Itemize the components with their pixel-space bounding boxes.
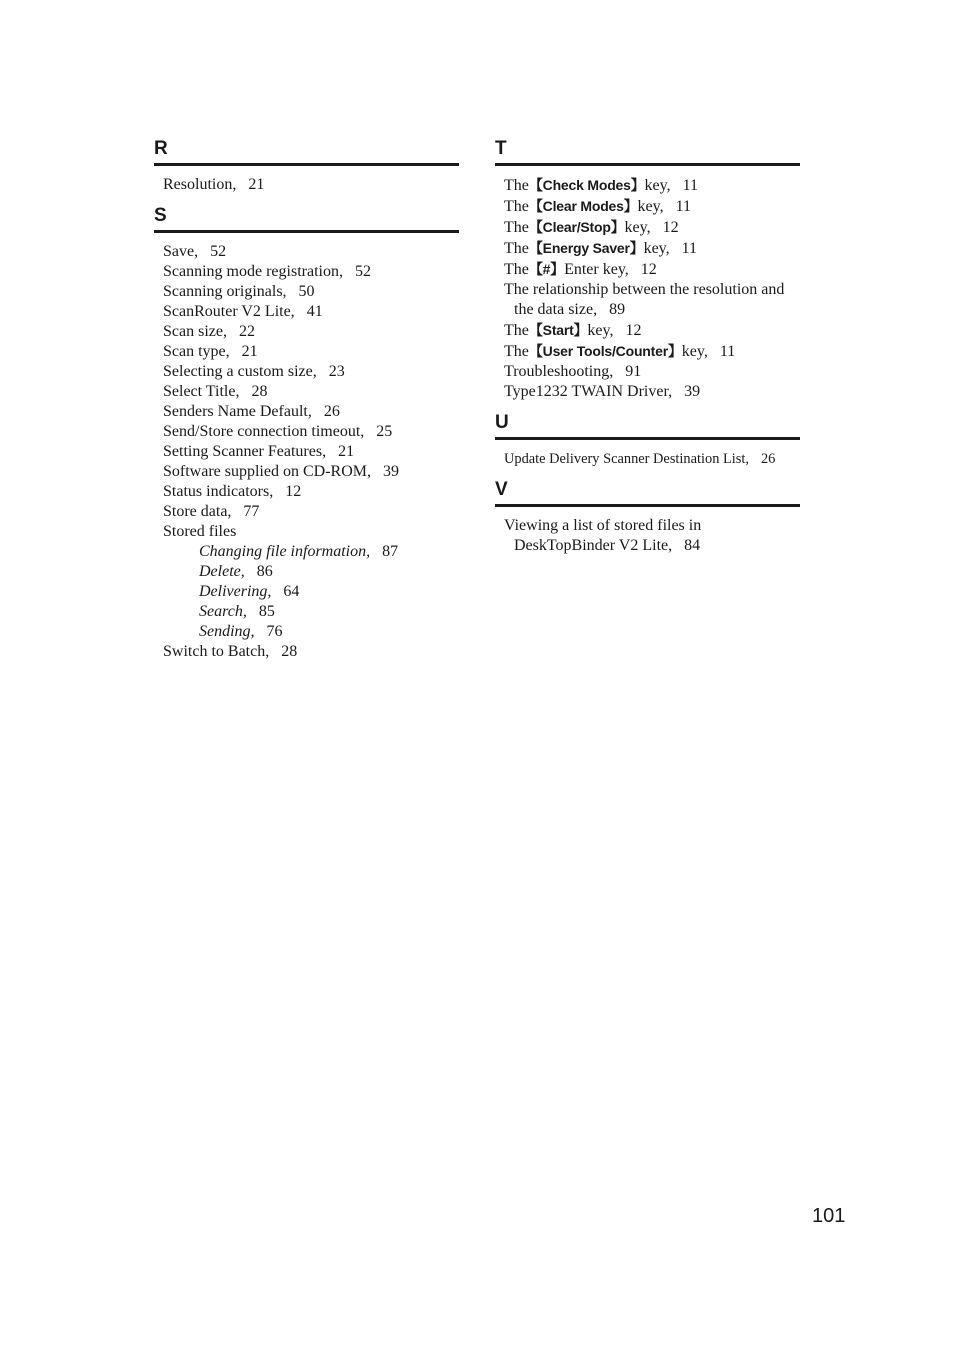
- index-entry: [504, 516, 800, 556]
- index-column-right: [495, 137, 800, 565]
- entry-suffix: key,: [644, 177, 671, 194]
- section-heading: R: [154, 138, 168, 159]
- entry-term: Delete: [199, 563, 241, 580]
- section-heading: U: [495, 412, 509, 433]
- entry-prefix: The: [504, 219, 529, 236]
- index-subentry: Changing file information, 87: [199, 543, 399, 560]
- key-name: 【Check Modes】: [528, 177, 645, 193]
- index-entry: [163, 342, 459, 362]
- entry-term: Sending: [199, 623, 251, 640]
- entry-term: Switch to Batch,: [163, 643, 270, 660]
- page-ref: 11: [719, 343, 736, 360]
- entry-suffix: key,: [681, 343, 708, 360]
- page-ref: 28: [251, 383, 268, 400]
- index-entry: [163, 422, 459, 442]
- entry-term: Scan type,: [163, 343, 230, 360]
- section-heading: V: [495, 479, 508, 500]
- index-entry: [163, 175, 459, 195]
- page-ref: 21: [248, 176, 265, 193]
- page-ref: 12: [285, 483, 302, 500]
- page-ref: 21: [241, 343, 258, 360]
- index-section-r: [154, 137, 459, 195]
- index-entry: [504, 382, 800, 402]
- entry-prefix: The: [504, 240, 529, 257]
- entry-term: Scanning originals,: [163, 283, 287, 300]
- index-entry: [163, 262, 459, 282]
- page-ref: 64: [283, 583, 300, 600]
- entry-prefix: The: [504, 198, 529, 215]
- page-ref: 85: [258, 603, 275, 620]
- entry-term: The relationship between the resolution and the data size,: [504, 281, 785, 318]
- page-ref: 21: [338, 443, 355, 460]
- entry-list: [495, 166, 800, 402]
- page-ref: 50: [298, 283, 315, 300]
- entry-suffix: key,: [637, 198, 664, 215]
- entry-prefix: The: [504, 261, 529, 278]
- page-ref: 26: [760, 451, 776, 467]
- index-section-s: [154, 204, 459, 662]
- entry-term: ScanRouter V2 Lite,: [163, 303, 295, 320]
- entry-term: Setting Scanner Features,: [163, 443, 327, 460]
- key-name: 【Start】: [528, 322, 588, 338]
- page-ref: 12: [662, 219, 679, 236]
- entry-term: Scanning mode registration,: [163, 263, 343, 280]
- page-ref: 12: [640, 261, 657, 278]
- entry-term: Resolution,: [163, 176, 237, 193]
- index-subentry: Search, 85: [199, 603, 275, 620]
- index-section-u: [495, 411, 800, 469]
- page-ref: 52: [354, 263, 371, 280]
- entry-prefix: The: [504, 177, 529, 194]
- page-ref: 77: [243, 503, 260, 520]
- page-number: 101: [812, 1205, 846, 1227]
- page-ref: 41: [306, 303, 323, 320]
- page-ref: 11: [681, 240, 698, 257]
- page-ref: 52: [210, 243, 227, 260]
- entry-term: Software supplied on CD-ROM,: [163, 463, 371, 480]
- entry-term: Changing file information: [199, 543, 367, 560]
- entry-term: Status indicators,: [163, 483, 274, 500]
- index-section-v: [495, 478, 800, 556]
- entry-term: Stored files: [163, 523, 237, 540]
- entry-prefix: The: [504, 322, 529, 339]
- entry-prefix: The: [504, 343, 529, 360]
- index-entry: [504, 280, 800, 320]
- page-ref: 86: [256, 563, 273, 580]
- section-heading: T: [495, 138, 507, 159]
- page-ref: 84: [684, 537, 701, 554]
- entry-term: Search: [199, 603, 243, 620]
- key-name: 【Clear Modes】: [528, 198, 638, 214]
- entry-suffix: key,: [624, 219, 651, 236]
- page-ref: 25: [376, 423, 393, 440]
- entry-list: [154, 166, 459, 195]
- entry-term: Save,: [163, 243, 199, 260]
- index-entry: [163, 462, 459, 482]
- page-ref: 91: [625, 363, 642, 380]
- page-ref: 89: [609, 301, 626, 318]
- index-subentry: Sending, 76: [199, 623, 283, 640]
- index-entry: [163, 482, 459, 502]
- index-entry: [163, 302, 459, 322]
- index-column-left: [154, 137, 459, 671]
- index-entry: [504, 259, 800, 280]
- page-ref: 23: [328, 363, 345, 380]
- page-ref: 87: [382, 543, 399, 560]
- index-subentry: Delete, 86: [199, 563, 273, 580]
- entry-term: Scan size,: [163, 323, 227, 340]
- page-ref: 11: [675, 198, 691, 215]
- page-ref: 76: [266, 623, 283, 640]
- index-entry: [504, 362, 800, 382]
- entry-term: Viewing a list of stored files in DeskTopBinder V2 Lite,: [504, 517, 702, 554]
- index-entry: [163, 502, 459, 522]
- index-entry: [504, 238, 800, 259]
- entry-term: Select Title,: [163, 383, 240, 400]
- page-ref: 22: [238, 323, 255, 340]
- page-ref: 39: [382, 463, 399, 480]
- page-ref: 28: [281, 643, 298, 660]
- entry-suffix: key,: [587, 322, 614, 339]
- entry-term: Store data,: [163, 503, 232, 520]
- index-entry: [163, 242, 459, 262]
- index-entry: [504, 217, 800, 238]
- entry-term: Delivering: [199, 583, 268, 600]
- page-ref: 39: [684, 383, 701, 400]
- index-entry: [504, 320, 800, 341]
- page-ref: 26: [323, 403, 340, 420]
- entry-term: Senders Name Default,: [163, 403, 312, 420]
- key-name: 【Clear/Stop】: [528, 219, 625, 235]
- key-name: 【Energy Saver】: [528, 240, 644, 256]
- index-section-t: [495, 137, 800, 402]
- page-ref: 11: [682, 177, 698, 194]
- section-heading: S: [154, 205, 167, 226]
- page-ref: 12: [625, 322, 642, 339]
- index-entry: [163, 282, 459, 302]
- entry-term: Update Delivery Scanner Destination List,: [504, 451, 749, 467]
- index-entry: [504, 196, 800, 217]
- index-entry: [163, 402, 459, 422]
- index-entry: [504, 175, 800, 196]
- entry-term: Troubleshooting,: [504, 363, 614, 380]
- index-entry: [163, 442, 459, 462]
- index-entry: [163, 642, 459, 662]
- entry-list: [495, 440, 800, 469]
- index-entry: [504, 341, 800, 362]
- index-entry: [163, 362, 459, 382]
- index-subentry: Delivering, 64: [199, 583, 300, 600]
- entry-suffix: Enter key,: [564, 261, 629, 278]
- entry-list: [495, 507, 800, 556]
- entry-suffix: key,: [643, 240, 670, 257]
- entry-term: Selecting a custom size,: [163, 363, 317, 380]
- entry-term: Send/Store connection timeout,: [163, 423, 365, 440]
- index-entry: [163, 322, 459, 342]
- index-entry: [163, 522, 459, 542]
- key-name: 【#】: [528, 261, 565, 277]
- entry-list: [154, 233, 459, 662]
- index-entry: [504, 449, 800, 469]
- index-entry: [163, 382, 459, 402]
- key-name: 【User Tools/Counter】: [528, 343, 682, 359]
- entry-term: Type1232 TWAIN Driver,: [504, 383, 673, 400]
